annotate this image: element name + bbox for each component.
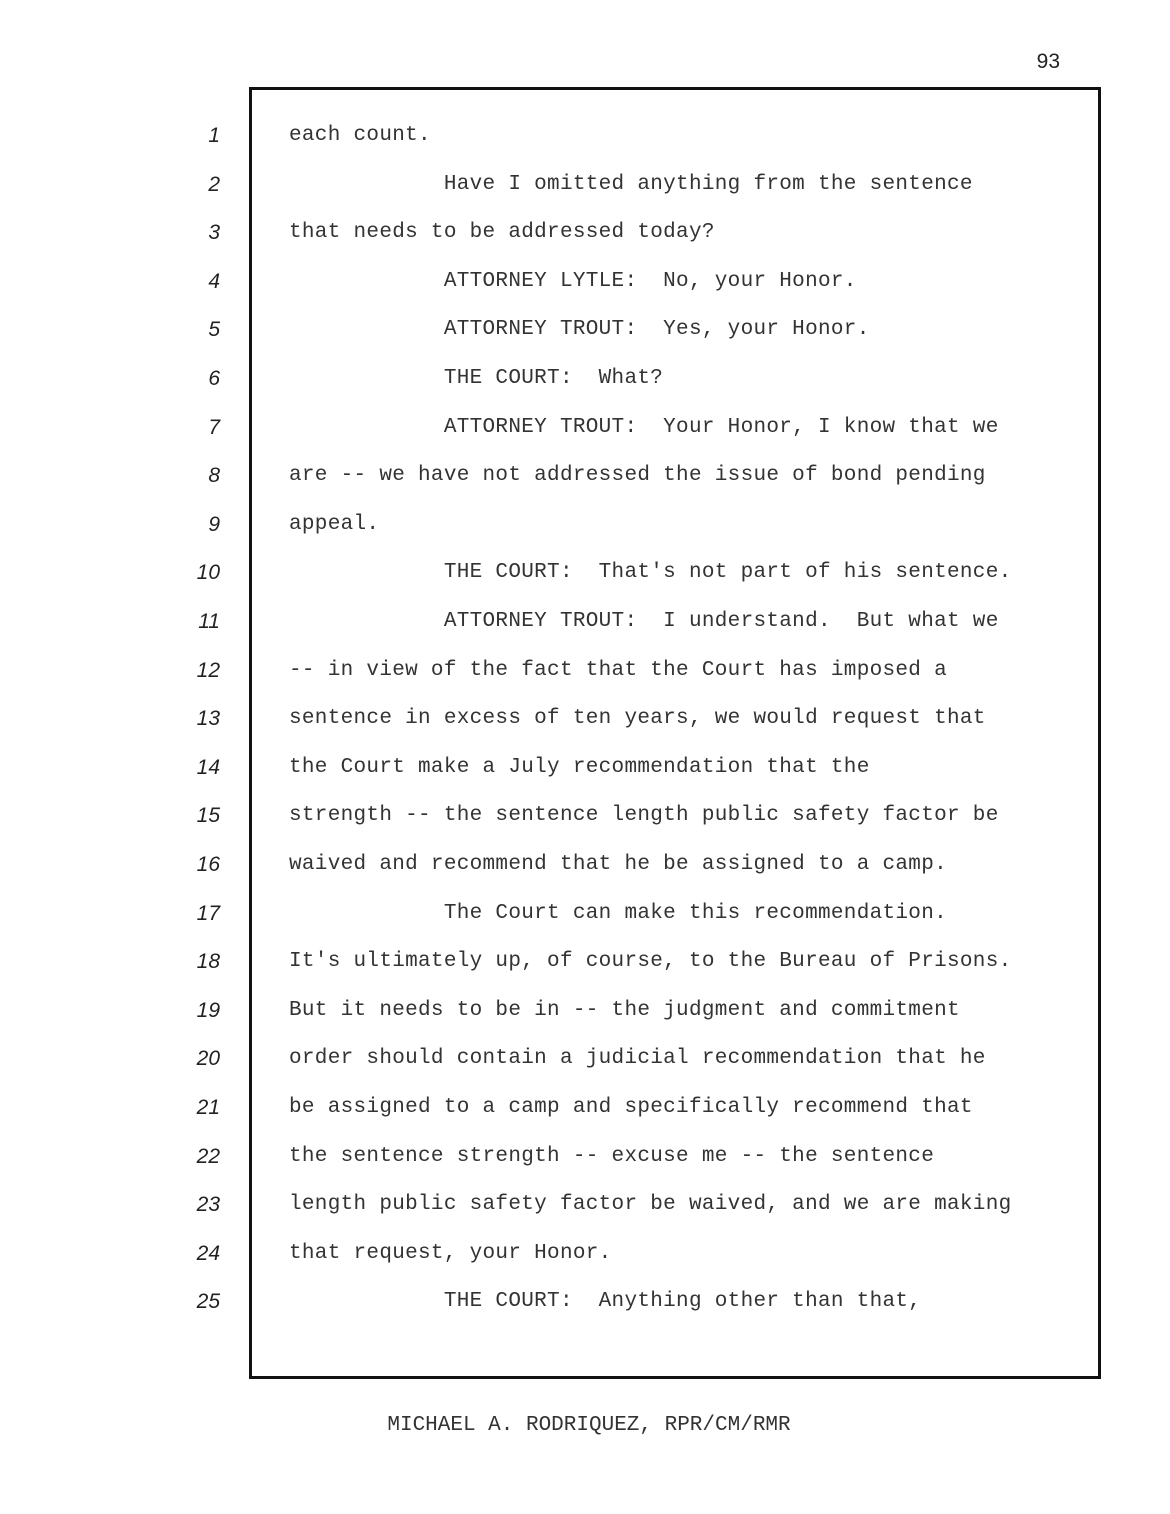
line-number: 5 [208,318,220,342]
line-number: 8 [208,464,220,488]
transcript-line-text: strength -- the sentence length public safety factor be [289,804,999,828]
line-number: 2 [208,172,220,196]
transcript-line-text: Have I omitted anything from the sentence [289,172,973,196]
transcript-line-text: ATTORNEY TROUT: Yes, your Honor. [289,318,870,342]
transcript-line-text: are -- we have not addressed the issue of bond pending [289,464,986,488]
transcript-line-text: appeal. [289,512,380,536]
transcript-line-text: But it needs to be in -- the judgment and commitment [289,998,960,1022]
line-number: 13 [196,707,220,731]
transcript-line-text: THE COURT: What? [289,367,664,390]
transcript-line-text: that needs to be addressed today? [289,221,715,245]
line-number: 17 [196,901,220,925]
line-number: 1 [208,124,220,147]
line-number: 20 [196,1047,220,1071]
line-number: 6 [208,367,220,390]
line-number: 15 [196,804,220,828]
line-number: 18 [196,950,220,974]
transcript-line-text: the Court make a July recommendation that the [289,755,870,779]
line-number: 14 [196,755,220,779]
transcript-line-text: sentence in excess of ten years, we would request that [289,707,986,731]
line-number: 16 [196,853,220,876]
transcript-line-text: each count. [289,124,431,147]
line-number: 12 [196,658,220,682]
line-number: 7 [208,415,220,439]
page-number: 93 [1036,50,1060,73]
line-number: 22 [196,1144,220,1168]
line-number: 24 [196,1241,220,1265]
transcript-line-text: ATTORNEY TROUT: Your Honor, I know that we [289,415,999,439]
line-number: 23 [196,1193,220,1217]
line-number: 9 [208,512,220,536]
line-number: 19 [196,998,220,1022]
line-number: 3 [208,221,220,245]
transcript-line-text: ATTORNEY LYTLE: No, your Honor. [289,269,857,293]
transcript-line-text: It's ultimately up, of course, to the Bureau of Prisons. [289,950,1012,974]
line-number: 4 [208,269,220,293]
reporter-footer: MICHAEL A. RODRIQUEZ, RPR/CM/RMR [387,1414,791,1437]
transcript-line-text: length public safety factor be waived, and we are making [289,1193,1012,1217]
line-number: 21 [196,1096,220,1119]
transcript-line-text: THE COURT: Anything other than that, [289,1290,922,1314]
transcript-line-text: the sentence strength -- excuse me -- the sentence [289,1144,935,1168]
transcript-line-text: -- in view of the fact that the Court has imposed a [289,658,948,682]
transcript-line-text: THE COURT: That's not part of his sentence. [289,561,1012,585]
transcript-line-text: be assigned to a camp and specifically recommend that [289,1096,973,1119]
line-number: 11 [198,610,220,633]
transcript-line-text: order should contain a judicial recommendation that he [289,1047,986,1071]
line-number: 10 [196,561,220,585]
transcript-line-text: ATTORNEY TROUT: I understand. But what we [289,610,999,633]
transcript-line-text: that request, your Honor. [289,1241,612,1265]
transcript-line-text: The Court can make this recommendation. [289,901,948,925]
transcript-line-text: waived and recommend that he be assigned to a camp. [289,853,948,876]
line-number: 25 [196,1290,220,1314]
